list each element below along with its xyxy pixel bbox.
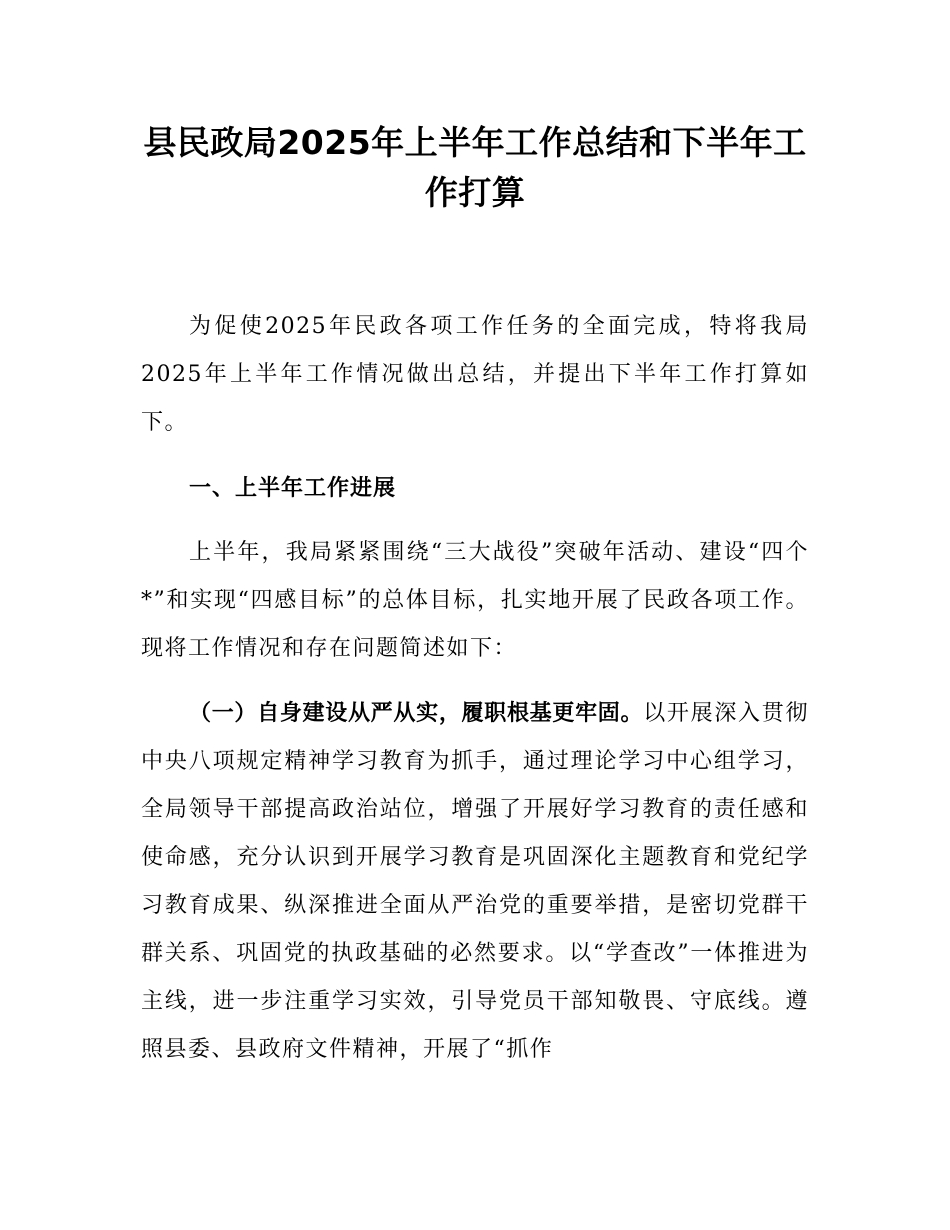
section-heading-first-half-progress: 一、上半年工作进展 — [189, 476, 397, 501]
section-intro-paragraph: 上半年，我局紧紧围绕“三大战役”突破年活动、建设“四个*”和实现“四感目标”的总体目标，扎实地开展了民政各项工作。现将工作情况和存在问题简述如下： — [141, 540, 809, 661]
document-title: 县民政局2025年上半年工作总结和下半年工作打算 — [143, 123, 807, 212]
item-paragraph-self-building — [141, 690, 809, 1074]
item-body-text: 以开展深入贯彻中央八项规定精神学习教育为抓手，通过理论学习中心组学习，全局领导干部提高政治站位，增强了开展好学习教育的责任感和使命感，充分认识到开展学习教育是巩固深化主题教育和党纪学习教育成果、纵深推进全面从严治党的重要举措，是密切党群干群关系、巩固党的执政基础的必然要求。以“学查改”一体推进为主线，进一步注重学习实效，引导党员干部知敬畏、守底线。遵照县委、县政府文件精神，开展了“抓作 — [141, 701, 809, 1062]
intro-paragraph: 为促使2025年民政各项工作任务的全面完成，特将我局2025年上半年工作情况做出总结，并提出下半年工作打算如下。 — [141, 314, 809, 435]
item-lead-heading: （一）自身建设从严从实，履职根基更牢固。 — [189, 701, 644, 726]
